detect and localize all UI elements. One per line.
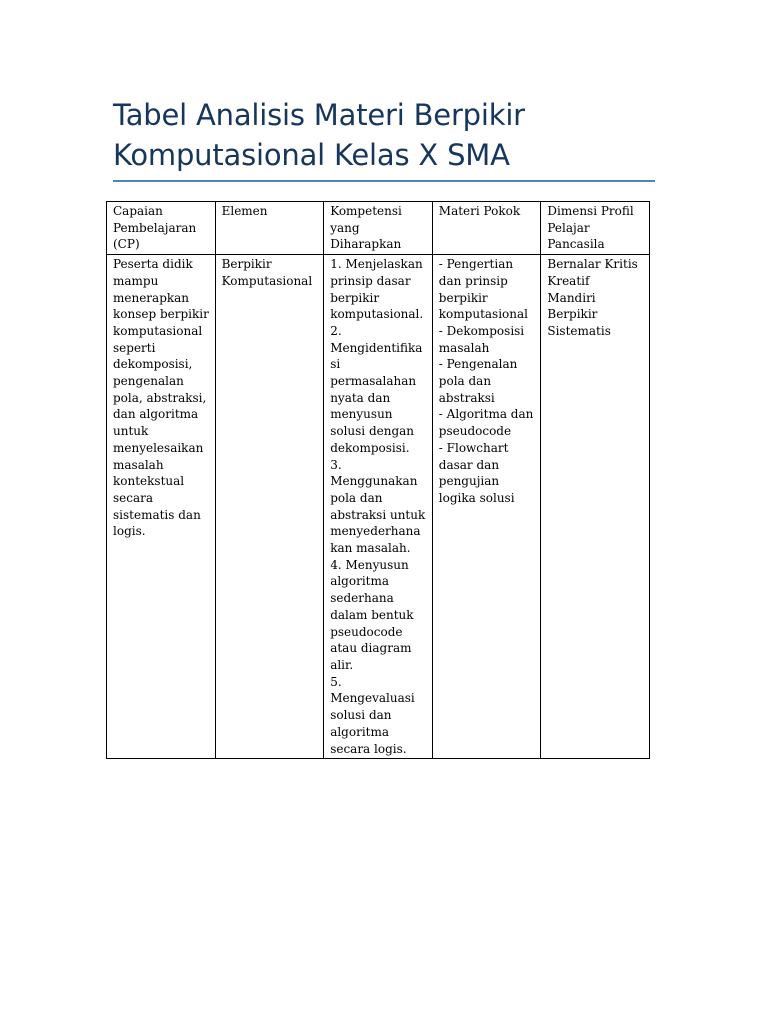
cell-text-line: menyusun: [330, 407, 393, 422]
cell-text-line: - Pengertian: [438, 257, 514, 272]
cell-text-line: logis.: [113, 524, 146, 539]
cell-text-line: dekomposisi.: [330, 440, 410, 455]
body-cell-elemen: [215, 255, 324, 759]
cell-text-line: sistematis dan: [113, 507, 201, 522]
title-underline: [113, 180, 655, 182]
cell-text-line: menyederhana: [330, 524, 421, 539]
cell-text-line: masalah: [113, 457, 164, 472]
cell-text-line: secara logis.: [330, 741, 407, 756]
cell-text-line: Pembelajaran: [113, 220, 197, 235]
cell-text-line: alir.: [330, 657, 354, 672]
cell-text-line: logika solusi: [438, 490, 515, 505]
header-cell-kompetensi: [324, 202, 433, 255]
cell-text-line: pseudocode: [330, 624, 403, 639]
cell-text-line: 5. Mengevaluasi: [330, 674, 415, 706]
cell-text-line: sederhana: [330, 591, 394, 606]
cell-text-line: 1. Menjelaskan: [330, 257, 423, 272]
cell-text-line: Komputasional: [221, 273, 313, 288]
header-cell-capaian-pembelajaran: [107, 202, 216, 255]
cell-text-line: pengenalan: [113, 374, 184, 389]
cell-text-line: Menggunakan: [330, 474, 418, 489]
cell-text-line: pengujian: [438, 474, 500, 489]
cell-text-line: solusi dengan: [330, 424, 415, 439]
cell-text-line: - Pengenalan: [438, 357, 518, 372]
cell-text-line: Pancasila: [547, 237, 605, 252]
cell-text-line: Pelajar: [547, 220, 590, 235]
cell-text-line: si: [330, 357, 341, 372]
cell-text-line: komputasional: [438, 307, 528, 322]
cell-text-line: pola, abstraksi,: [113, 390, 207, 405]
cell-text-line: Materi Pokok: [438, 204, 521, 218]
cell-text-line: Berpikir: [547, 307, 598, 322]
title-line-2: Komputasional Kelas X SMA: [113, 138, 510, 172]
header-cell-elemen: [215, 202, 324, 255]
cell-text-line: Kreatif: [547, 273, 590, 288]
cell-text-line: Mengidentifika: [330, 340, 423, 355]
cell-text-line: Diharapkan: [330, 237, 402, 252]
cell-text-line: Berpikir: [221, 257, 272, 272]
header-cell-dimensi-profil: [541, 202, 650, 255]
cell-text-line: - Algoritma dan: [438, 407, 534, 422]
cell-text-line: Mandiri: [547, 290, 596, 305]
cell-text-line: kontekstual: [113, 474, 185, 489]
cell-text-line: abstraksi: [438, 390, 495, 405]
body-cell-capaian-pembelajaran: [107, 255, 216, 759]
analysis-table: [106, 201, 650, 759]
cell-text-line: abstraksi untuk: [330, 507, 426, 522]
cell-text-line: menyelesaikan: [113, 440, 204, 455]
title-line-1: Tabel Analisis Materi Berpikir: [113, 98, 525, 132]
cell-text-line: 2.: [330, 323, 342, 338]
cell-text-line: masalah: [438, 340, 490, 355]
table-header-row: [107, 202, 650, 255]
cell-text-line: dan algoritma: [113, 407, 199, 422]
cell-text-line: prinsip dasar: [330, 273, 411, 288]
cell-text-line: secara: [113, 490, 154, 505]
cell-text-line: nyata dan: [330, 390, 391, 405]
cell-text-line: permasalahan: [330, 374, 417, 389]
cell-text-line: Dimensi Profil: [547, 204, 634, 218]
cell-text-line: dan prinsip: [438, 273, 508, 288]
cell-text-line: seperti: [113, 340, 156, 355]
cell-text-line: algoritma: [330, 724, 390, 739]
cell-text-line: atau diagram: [330, 641, 412, 656]
cell-text-line: dalam bentuk: [330, 607, 414, 622]
cell-text-line: - Dekomposisi: [438, 323, 525, 338]
cell-text-line: (CP): [113, 237, 140, 252]
cell-text-line: Capaian: [113, 204, 163, 218]
cell-text-line: pola dan: [330, 490, 383, 505]
cell-text-line: Sistematis: [547, 323, 611, 338]
cell-text-line: solusi dan: [330, 708, 392, 723]
cell-text-line: berpikir: [438, 290, 488, 305]
table-row: [107, 255, 650, 759]
cell-text-line: algoritma: [330, 574, 390, 589]
cell-text-line: dasar dan: [438, 457, 500, 472]
cell-text-line: menerapkan: [113, 290, 190, 305]
cell-text-line: komputasional.: [330, 307, 424, 322]
cell-text-line: kan masalah.: [330, 541, 411, 556]
cell-text-line: pseudocode: [438, 424, 512, 439]
cell-text-line: komputasional: [113, 323, 203, 338]
header-cell-materi-pokok: [432, 202, 541, 255]
cell-text-line: untuk: [113, 424, 149, 439]
cell-text-line: 4. Menyusun: [330, 557, 409, 572]
cell-text-line: 3.: [330, 457, 342, 472]
cell-text-line: - Flowchart: [438, 440, 509, 455]
cell-text-line: berpikir: [330, 290, 380, 305]
cell-text-line: Peserta didik: [113, 257, 193, 272]
body-cell-materi-pokok: [432, 255, 541, 759]
cell-text-line: Elemen: [221, 204, 268, 218]
body-cell-kompetensi: [324, 255, 433, 759]
cell-text-line: pola dan: [438, 374, 492, 389]
cell-text-line: yang: [330, 220, 360, 235]
document-title: [113, 95, 673, 175]
cell-text-line: Kompetensi: [330, 204, 402, 218]
cell-text-line: Bernalar Kritis: [547, 257, 638, 272]
table-body: [107, 202, 650, 759]
cell-text-line: dekomposisi,: [113, 357, 193, 372]
cell-text-line: konsep berpikir: [113, 307, 209, 322]
body-cell-dimensi-profil: [541, 255, 650, 759]
cell-text-line: mampu: [113, 273, 159, 288]
